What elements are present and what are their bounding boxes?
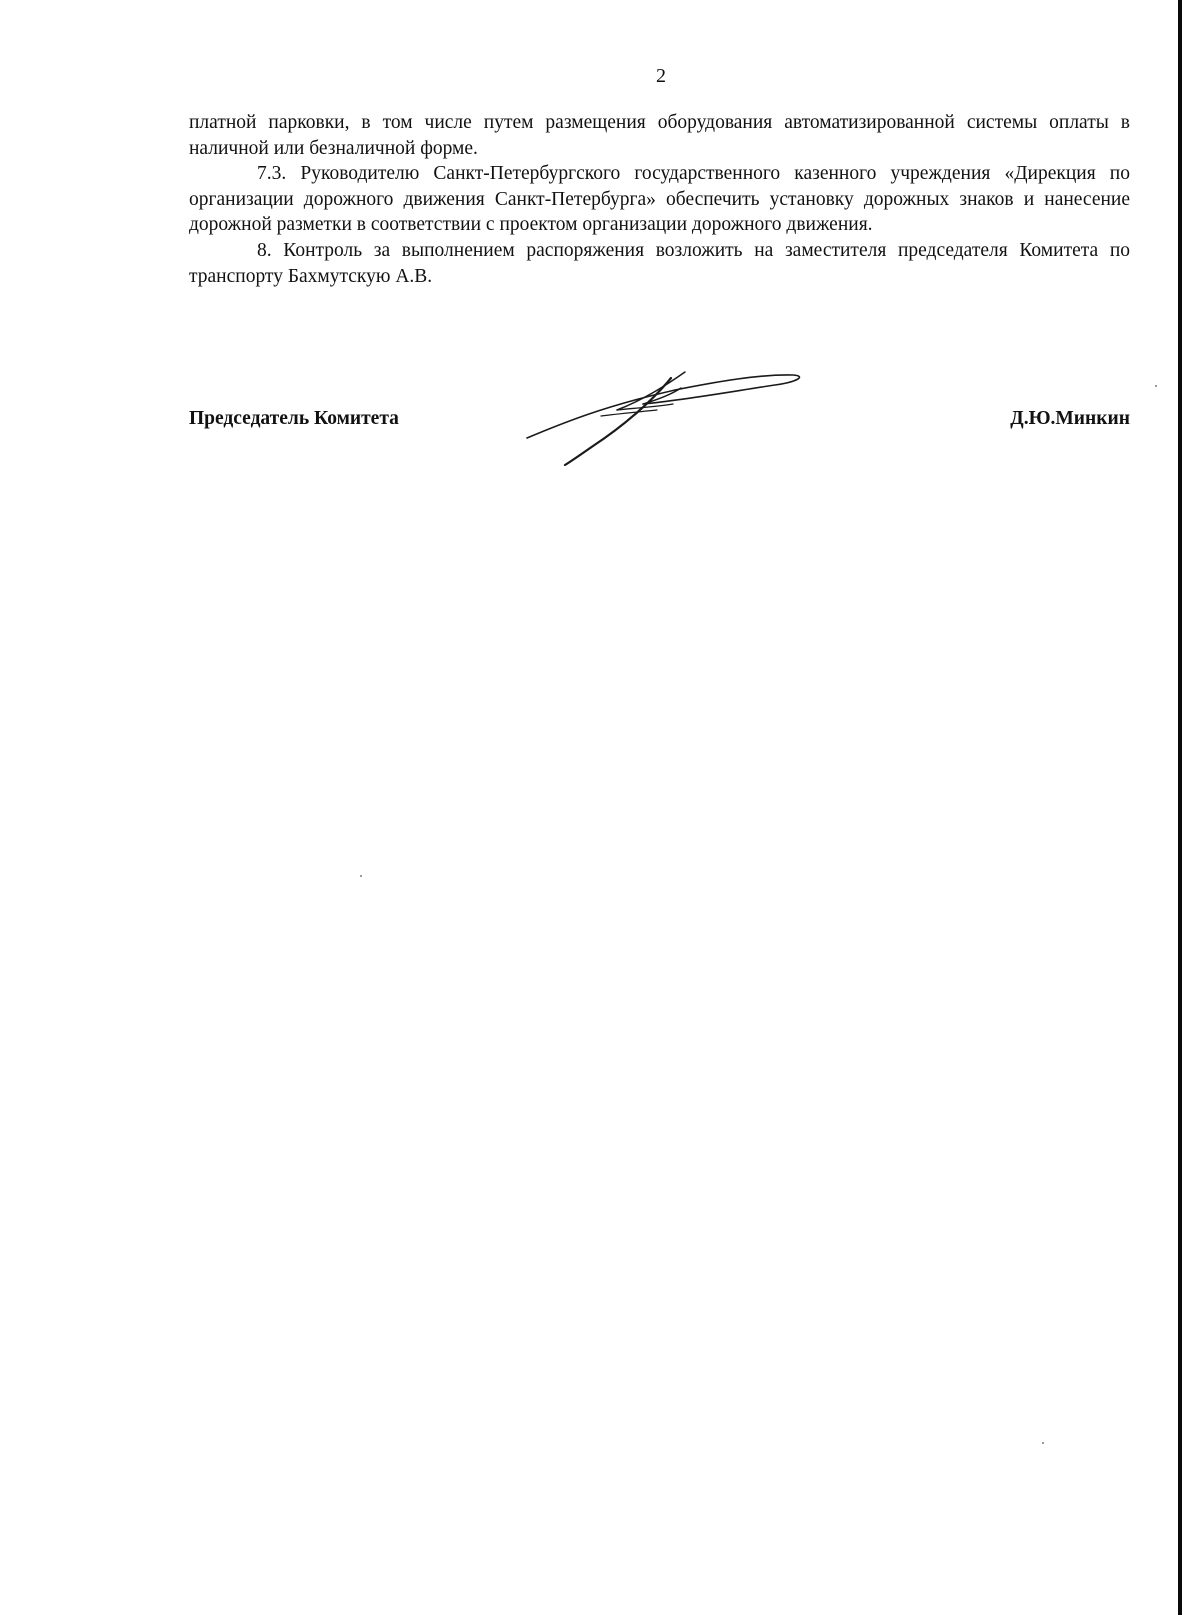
paragraph-8: 8. Контроль за выполнением распоряжения возложить на заместителя председателя Комитета по транспорту Бахмутскую А.В. bbox=[189, 239, 1130, 287]
scan-speck bbox=[360, 875, 362, 877]
signature-block bbox=[189, 406, 1130, 432]
scan-speck bbox=[1042, 1442, 1044, 1444]
page-number: 2 bbox=[656, 65, 666, 87]
scan-speck bbox=[1155, 385, 1157, 387]
paragraph-continuation: платной парковки, в том числе путем размещения оборудования автоматизированной системы оплаты в наличной или безналичной форме. bbox=[189, 112, 1130, 159]
paragraph-7-3: 7.3. Руководителю Санкт-Петербургского государственного казенного учреждения «Дирекция по организации дорожного движения Санкт-Петербурга» обеспечить установку дорожных знаков и нанесение дорожной разметки в соответствии с проектом организации дорожного движения. bbox=[189, 163, 1130, 236]
scan-edge-border bbox=[1178, 0, 1182, 1615]
signatory-title: Председатель Комитета bbox=[189, 408, 399, 429]
document-body bbox=[189, 110, 1130, 289]
signatory-name: Д.Ю.Минкин bbox=[1010, 408, 1130, 429]
